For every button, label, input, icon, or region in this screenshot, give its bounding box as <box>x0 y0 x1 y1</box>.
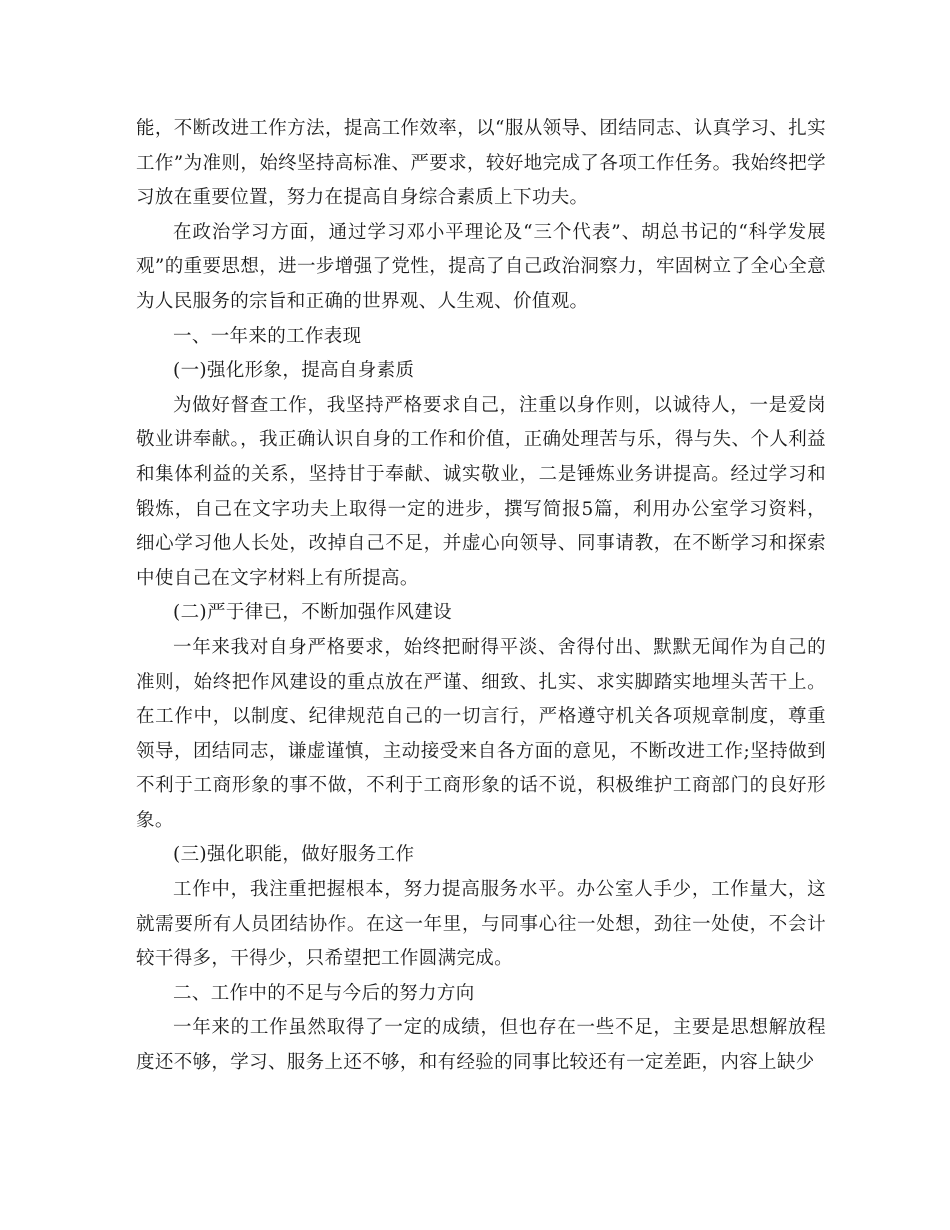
section-heading: 一、一年来的工作表现 <box>173 325 362 347</box>
body-paragraph: 为做好督查工作，我坚持严格要求自己，注重以身作则，以诚待人，一是爱岗敬业讲奉献。，我正确认识自身的工作和价值，正确处理苦与乐，得与失、个人利益和集体利益的关系，坚持甘于奉献、诚实敬业，二是锤炼业务讲提高。经过学习和锻炼，自己在文字功夫上取得一定的进步，撰写简报5篇，利用办公室学习资料，细心学习他人长处，改掉自己不足，并虚心向领导、同事请教，在不断学习和探索中使自己在文字材料上有所提高。 <box>136 394 826 589</box>
body-paragraph: 能，不断改进工作方法，提高工作效率，以“服从领导、团结同志、认真学习、扎实工作”为准则，始终坚持高标准、严要求，较好地完成了各项工作任务。我始终把学习放在重要位置，努力在提高自身综合素质上下功夫。 <box>136 118 826 209</box>
subsection-heading: (二)严于律已，不断加强作风建设 <box>173 602 453 624</box>
body-paragraph: 一年来的工作虽然取得了一定的成绩，但也存在一些不足，主要是思想解放程度还不够，学习、服务上还不够，和有经验的同事比较还有一定差距，内容上缺少 <box>136 1017 826 1074</box>
body-paragraph: 工作中，我注重把握根本，努力提高服务水平。办公室人手少，工作量大，这就需要所有人员团结协作。在这一年里，与同事心往一处想，劲往一处使，不会计较干得多，干得少，只希望把工作圆满完成。 <box>136 879 826 970</box>
section-heading: 二、工作中的不足与今后的努力方向 <box>173 982 475 1004</box>
subsection-heading: (三)强化职能，做好服务工作 <box>173 844 415 866</box>
body-paragraph: 在政治学习方面，通过学习邓小平理论及“三个代表”、胡总书记的“科学发展观”的重要思想，进一步增强了党性，提高了自己政治洞察力，牢固树立了全心全意为人民服务的宗旨和正确的世界观、人生观、价值观。 <box>136 221 826 312</box>
body-paragraph: 一年来我对自身严格要求，始终把耐得平淡、舍得付出、默默无闻作为自己的准则，始终把作风建设的重点放在严谨、细致、扎实、求实脚踏实地埋头苦干上。在工作中，以制度、纪律规范自己的一切言行，严格遵守机关各项规章制度，尊重领导，团结同志，谦虚谨慎，主动接受来自各方面的意见，不断改进工作;坚持做到不利于工商形象的事不做，不利于工商形象的话不说，积极维护工商部门的良好形象。 <box>136 636 826 831</box>
document-page <box>136 112 826 1081</box>
subsection-heading: (一)强化形象，提高自身素质 <box>173 360 415 382</box>
